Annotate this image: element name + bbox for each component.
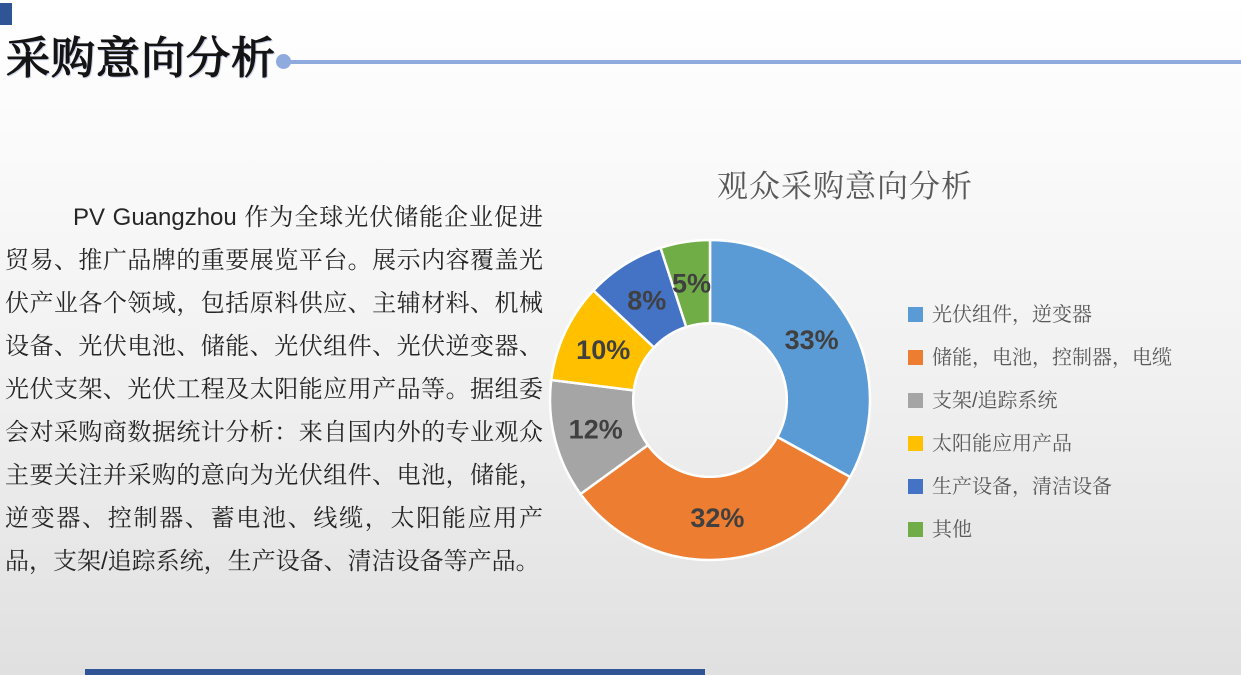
bottom-accent-bar <box>85 669 705 675</box>
title-underline-line <box>288 60 1241 64</box>
legend-item-label: 其他 <box>932 519 972 541</box>
slice-label-1: 32% <box>690 502 745 533</box>
slice-label-2: 12% <box>568 414 623 445</box>
slice-label-4: 8% <box>627 285 667 316</box>
donut-chart <box>545 235 875 565</box>
page-title: 采购意向分析 <box>6 34 276 83</box>
legend-swatch-icon <box>908 350 923 365</box>
slice-label-3: 10% <box>576 334 631 365</box>
legend-item-label: 生产设备，清洁设备 <box>932 476 1112 498</box>
legend-item-0 <box>908 303 1172 327</box>
slice-label-0: 33% <box>784 324 839 355</box>
legend-swatch-icon <box>908 522 923 537</box>
donut-slice-0 <box>710 240 870 477</box>
legend-swatch-icon <box>908 479 923 494</box>
legend-swatch-icon <box>908 307 923 322</box>
legend-swatch-icon <box>908 436 923 451</box>
legend-item-4 <box>908 475 1172 499</box>
legend-item-5 <box>908 518 1172 542</box>
chart-title: 观众采购意向分析 <box>717 169 973 204</box>
chart-legend <box>908 303 1172 561</box>
body-paragraph: PV Guangzhou 作为全球光伏储能企业促进贸易、推广品牌的重要展览平台。展示内容覆盖光伏产业各个领域，包括原料供应、主辅材料、机械设备、光伏电池、储能、光伏组件、光伏逆变器、光伏支架、光伏工程及太阳能应用产品等。据组委会对采购商数据统计分析：来自国内外的专业观众主要关注并采购的意向为光伏组件、电池，储能，逆变器、控制器、蓄电池、线缆，太阳能应用产品，支架/追踪系统，生产设备、清洁设备等产品。 <box>5 204 543 575</box>
legend-item-label: 储能，电池，控制器，电缆 <box>932 347 1172 369</box>
legend-item-2 <box>908 389 1172 413</box>
corner-accent <box>0 3 12 25</box>
legend-item-3 <box>908 432 1172 456</box>
legend-item-label: 太阳能应用产品 <box>932 433 1072 455</box>
legend-item-label: 光伏组件，逆变器 <box>932 304 1092 326</box>
legend-item-label: 支架/追踪系统 <box>932 390 1058 412</box>
slice-label-5: 5% <box>671 268 712 299</box>
legend-swatch-icon <box>908 393 923 408</box>
legend-item-1 <box>908 346 1172 370</box>
